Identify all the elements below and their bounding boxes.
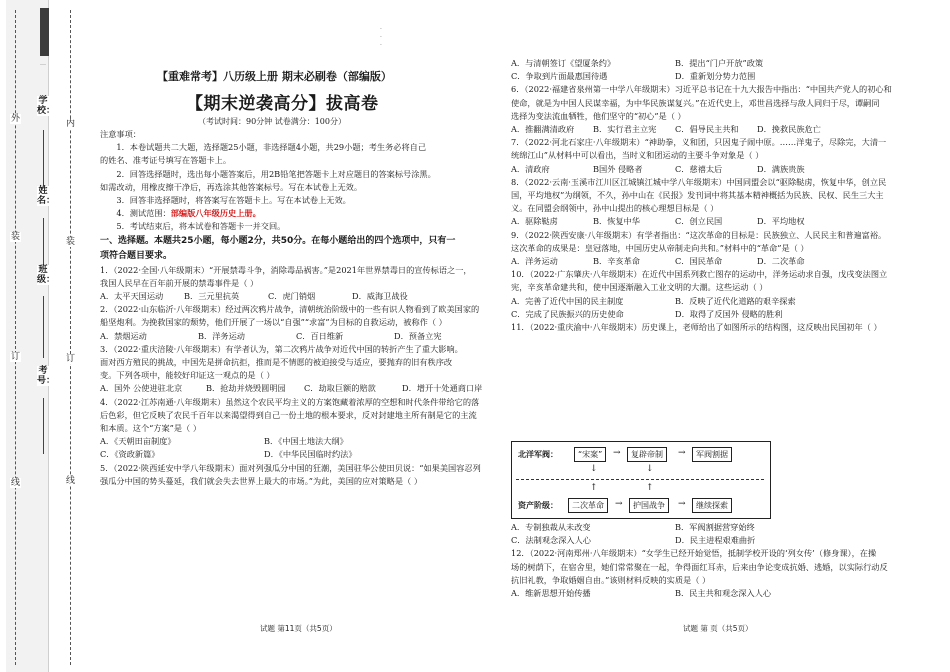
option-b[interactable]: B．提出“门户开放”政策	[675, 58, 764, 68]
question-11-options-row1	[511, 521, 911, 534]
question-9: 9．（2022·陕西安康·八年级期末）有学者指出：“这次革命的目标是：民族独立、人民民主和普遍富裕。	[511, 229, 887, 240]
option-b[interactable]: B．《中国土地法大纲》	[264, 436, 348, 447]
question-5-cont: 强瓜分中国的势头蔓延，我们就会失去世界上最大的市场。”为此，美国的应对策略是（ ）	[100, 475, 423, 486]
option-d[interactable]: D．民主进程艰难曲折	[675, 535, 756, 546]
question-8-cont: 义。在同盟会纲领中，孙中山提出的核心理想目标是（ ）	[511, 203, 719, 214]
right-column	[511, 57, 911, 334]
arrow-right-icon: →	[678, 499, 686, 509]
option-d[interactable]: D．增开十处通商口岸	[402, 383, 483, 394]
option-a[interactable]: A．国外 公使进驻北京	[100, 383, 183, 394]
option-b[interactable]: B．三元里抗英	[184, 291, 240, 302]
option-b[interactable]: B．恢复中华	[593, 216, 640, 227]
question-4-options-row1	[100, 435, 492, 448]
note-line: 3．回答非选择题时，将答案写在答题卡上。写在本试卷上无效。	[116, 195, 351, 206]
page-footer-right: 试题 第 页（共5页）	[683, 624, 753, 633]
diagram-row2-label: 资产阶级：	[518, 501, 558, 510]
dot: ·	[380, 26, 382, 33]
diagram-divider	[516, 479, 764, 480]
question-1: 1．（2022·全国·八年级期末）“开展禁毒斗争，消除毒品祸害。”是2021年世界禁毒日的宣传标语之一，	[100, 264, 472, 275]
question-9-options	[511, 255, 911, 268]
exam-number-field-line[interactable]	[43, 398, 44, 454]
option-a[interactable]: A．专制独裁从未改变	[511, 522, 591, 532]
option-d[interactable]: D．《中华民国临时约法》	[264, 449, 357, 460]
option-c[interactable]: C．《资政新篇》	[100, 449, 160, 460]
option-c[interactable]: C．虎门销烟	[268, 291, 316, 302]
exam-series-title: 【重难常考】八历级上册 期末必刷卷（部编版）	[157, 70, 392, 83]
question-1-cont: 我国人民早在百年前开展的禁毒事件是（ ）	[100, 277, 259, 288]
option-a[interactable]: A．与清朝签订《望厦条约》	[511, 58, 616, 68]
option-d[interactable]: D．平均地权	[757, 216, 805, 227]
inner-label-2: 装	[65, 237, 75, 247]
note-line: 如需改动，用橡皮擦干净后，再选涂其他答案标号。写在本试卷上无效。	[100, 181, 363, 192]
question-7-cont: 统绵江山”从材料中可以看出，当时义和团运动的主要斗争对象是（ ）	[511, 150, 764, 161]
arrow-up-icon: ↑	[646, 483, 654, 493]
note-line-range	[100, 207, 492, 220]
question-12-cont: 场的树荫下，在宿舍里，她们常常聚在一起，争得面红耳赤，后来由争论变成抗婚、逃婚，以实际行动反	[511, 561, 888, 572]
option-b[interactable]: B．洋务运动	[198, 330, 245, 341]
question-10-options-row1	[511, 295, 911, 308]
question-4: 4．（2022·江苏南通·八年级期末）虽然这个农民平均主义的方案饱藏着浓厚的空想和时代条件带给它的落	[100, 396, 480, 407]
option-d[interactable]: D．挽救民族危亡	[757, 124, 821, 135]
question-3: 3．（2022·重庆涪陵·八年级期末）有学者认为，第二次鸦片战争对近代中国的转折产生了重大影响。	[100, 343, 463, 354]
question-6-cont: 选择为变法流血牺牲，他们坚守的“初心”是（ ）	[511, 110, 686, 121]
question-5-options-row2	[511, 70, 911, 83]
question-4-cont: 和本质。这个“方案”是（ ）	[100, 423, 202, 434]
option-a[interactable]: A．禁烟运动	[100, 330, 147, 341]
range-prefix: 4．测试范围：	[116, 208, 171, 219]
question-5: 5．（2022·陕西延安中学八年级期末）面对列强瓜分中国的狂潮，美国驻华公使田贝说：“如果美国容忍列	[100, 462, 481, 473]
section-heading-cont: 项符合题目要求。	[100, 250, 173, 261]
question-7-options	[511, 163, 911, 176]
diagram-box: 军阀割据	[692, 447, 732, 462]
binding-marker	[40, 8, 49, 56]
question-9-cont: 这次革命的成果是：皇冠落地，中国历史从帝制走向共和。”材料中的“革命”是（ ）	[511, 242, 809, 253]
outer-label-4: 线	[10, 478, 20, 488]
structure-diagram	[511, 441, 771, 519]
question-7: 7．（2022·河北石家庄·八年级期末）“神助拳，义和团，只因鬼子闹中原。……洋鬼子，尽除完，大清一	[511, 137, 887, 148]
option-d[interactable]: D．满族贵族	[757, 163, 805, 174]
question-8: 8．（2022·云南·玉溪市江川区江城镇江城中学八年级期末）中国同盟会以“驱除鞑虏，恢复中华，创立民	[511, 176, 887, 187]
outer-label-2: 装	[10, 232, 20, 242]
option-c[interactable]: C．创立民国	[675, 216, 723, 227]
option-b[interactable]: B．抢劫并烧毁圆明园	[206, 383, 286, 394]
arrow-down-icon: ↓	[590, 464, 598, 474]
option-c[interactable]: C．倡导民主共和	[675, 124, 739, 135]
question-12-cont: 抗旧礼教，争取婚姻自由。”该则材料反映的实质是（ ）	[511, 574, 711, 585]
question-11: 11．（2022·重庆渝中·八年级期末）历史课上，老师给出了如图所示的结构图，这反映出民国初年（ ）	[511, 322, 882, 333]
class-field-line[interactable]	[43, 296, 44, 358]
question-2-cont: 船坚炮利。为挽救国家的颓势，他们开展了一场以“自强”“求富”为目标的自救运动，被称作（ ）	[100, 317, 447, 328]
question-1-options	[100, 290, 492, 303]
option-d[interactable]: D．二次革命	[757, 256, 805, 267]
note-line: 的姓名、准考证号填写在答题卡上。	[100, 155, 232, 166]
note-line: 2．回答选择题时，选出每小题答案后，用2B铅笔把答题卡上对应题目的答案标号涂黑。	[116, 168, 436, 179]
arrow-down-icon: ↓	[646, 464, 654, 474]
arrow-right-icon: →	[615, 499, 623, 509]
option-a[interactable]: A．清政府	[511, 163, 550, 174]
question-10: 10．（2022·广东肇庆·八年级期末）在近代中国系列救亡图存的运动中，洋务运动求自强，戊戌变法图立	[511, 269, 888, 280]
option-d[interactable]: D．重新划分势力范围	[675, 71, 756, 82]
notes-heading: 注意事项：	[100, 129, 141, 139]
note-line: 1．本卷试题共二大题，选择题25小题，非选择题4小题，共29小题；考生务必将自己	[116, 142, 427, 153]
exam-meta: （考试时间：90分钟 试卷满分：100分）	[198, 117, 346, 126]
center-dots	[380, 26, 382, 50]
exam-number-field-label: 考号：	[37, 366, 56, 386]
right-column-lower	[511, 521, 911, 600]
diagram-box: “宋案”	[574, 447, 606, 462]
option-a[interactable]: A．洋务运动	[511, 256, 558, 267]
question-5-options-row1	[511, 57, 911, 70]
question-10-cont: 宪，辛亥革命建共和，使中国逐渐融入工业文明的大潮。这些运动（ ）	[511, 282, 768, 293]
dot: ·	[380, 34, 382, 41]
option-b[interactable]: B．辛亥革命	[593, 256, 640, 267]
option-d[interactable]: D．取得了反国外 侵略的胜利	[675, 308, 783, 319]
question-10-options-row2	[511, 308, 911, 321]
exam-range: 部编版八年级历史上册。	[170, 208, 261, 219]
question-4-cont: 后色彩，但它反映了农民千百年以来渴望得到自己一份土地的根本要求，反对封建地主所有制是它的主流	[100, 409, 477, 420]
inner-label-4: 线	[65, 476, 75, 486]
inner-label-1: 内	[65, 119, 75, 129]
outer-label-1: 外	[10, 114, 20, 124]
option-b[interactable]: B．实行君主立宪	[593, 124, 657, 135]
option-a[interactable]: A．推翻满清政府	[511, 124, 575, 135]
diagram-box: 二次革命	[568, 498, 608, 513]
note-line: 5．考试结束后，将本试卷和答题卡一并交回。	[116, 221, 286, 232]
name-field-label: 姓名：	[37, 186, 56, 206]
question-2-options	[100, 330, 492, 343]
option-a[interactable]: A．驱除鞑虏	[511, 216, 558, 227]
option-c[interactable]: C．劫取巨额的赔款	[304, 383, 376, 394]
question-3-cont: 面对西方殖民的挑战，中国先是拼命抗拒，推而是不情愿的被迫接受与适应，要抛弃的旧有秩序改	[100, 357, 453, 368]
exam-main-title: 【期末逆袭高分】拔高卷	[186, 94, 379, 114]
option-c[interactable]: C．国民革命	[675, 256, 723, 267]
diagram-box: 护国战争	[629, 498, 669, 513]
question-8-cont: 国，平均地权”为纲领，不久，孙中山在《民报》发刊词中将其基本精神概括为民族、民权、民生三大主	[511, 190, 884, 201]
question-6: 6．（2022·福建省泉州第一中学八年级期末）习近平总书记在十九大报告中指出：“中国共产党人的初心和	[511, 84, 892, 95]
option-c[interactable]: C．完成了民族振兴的历史使命	[511, 308, 624, 319]
diagram-box: 继续探索	[692, 498, 732, 513]
arrow-up-icon: ↑	[590, 483, 598, 493]
class-field-label: 班级：	[37, 265, 56, 285]
question-12: 12．（2022·河南郑州·八年级期末）“女学生已经开始觉悟，抵制学校开设的‘列女传’（修身课），在操	[511, 548, 877, 559]
inner-cut-line	[70, 10, 71, 665]
option-d[interactable]: D．预备立宪	[394, 330, 442, 341]
option-b[interactable]: B国外 侵略者	[593, 163, 643, 174]
question-3-options	[100, 382, 492, 395]
arrow-right-icon: →	[678, 448, 686, 458]
outer-label-3: 订	[10, 352, 20, 362]
option-b[interactable]: B．反映了近代化道路的艰辛探索	[675, 295, 796, 306]
outer-cut-line	[15, 10, 16, 665]
option-b[interactable]: B．民主共和观念深入人心	[675, 588, 772, 599]
diagram-row1-label: 北洋军阀：	[518, 450, 558, 459]
question-3-cont: 变。下列各项中，能较好印证这一观点的是（ ）	[100, 370, 275, 381]
section-heading: 一、选择题。本题共25小题，每小题2分，共50分。在每小题给出的四个选项中，只有一	[100, 235, 456, 246]
binding-dots: …	[40, 60, 46, 67]
arrow-right-icon: →	[613, 448, 621, 458]
option-d[interactable]: D．威海卫战役	[352, 291, 408, 302]
dot: ·	[380, 42, 382, 49]
question-11-options-row2	[511, 534, 911, 547]
page-footer-left: 试题 第11页（共5页）	[260, 624, 337, 633]
option-c[interactable]: C．慈禧太后	[675, 163, 723, 174]
question-8-options	[511, 215, 911, 228]
question-2: 2．（2022·山东临沂·八年级期末）经过两次鸦片战争，清朝统治阶级中的一些有识人物看到了欧美国家的	[100, 304, 480, 315]
inner-label-3: 订	[65, 354, 75, 364]
question-6-options	[511, 123, 911, 136]
question-4-options-row2	[100, 448, 492, 461]
left-column	[100, 128, 492, 488]
option-c[interactable]: C．法制观念深入人心	[511, 535, 591, 546]
option-b[interactable]: B．军阀割据营穿始终	[675, 522, 755, 532]
option-a[interactable]: A．太平天国运动	[100, 291, 164, 302]
question-12-options-row1	[511, 587, 911, 600]
option-a[interactable]: A．《天朝田亩制度》	[100, 436, 176, 447]
option-c[interactable]: C．百日维新	[296, 330, 344, 341]
option-c[interactable]: C．争取到片面最惠国待遇	[511, 71, 608, 82]
option-a[interactable]: A．维新思想开始传播	[511, 588, 591, 599]
question-6-cont: 使命，就是为中国人民谋幸福，为中华民族谋复兴。”在近代史上，邓世昌选择与敌人同归于尽，谭嗣同	[511, 97, 880, 108]
diagram-box: 复辟帝制	[627, 447, 667, 462]
school-field-label: 学校：	[37, 96, 56, 116]
option-a[interactable]: A．完善了近代中国的民主制度	[511, 295, 624, 306]
